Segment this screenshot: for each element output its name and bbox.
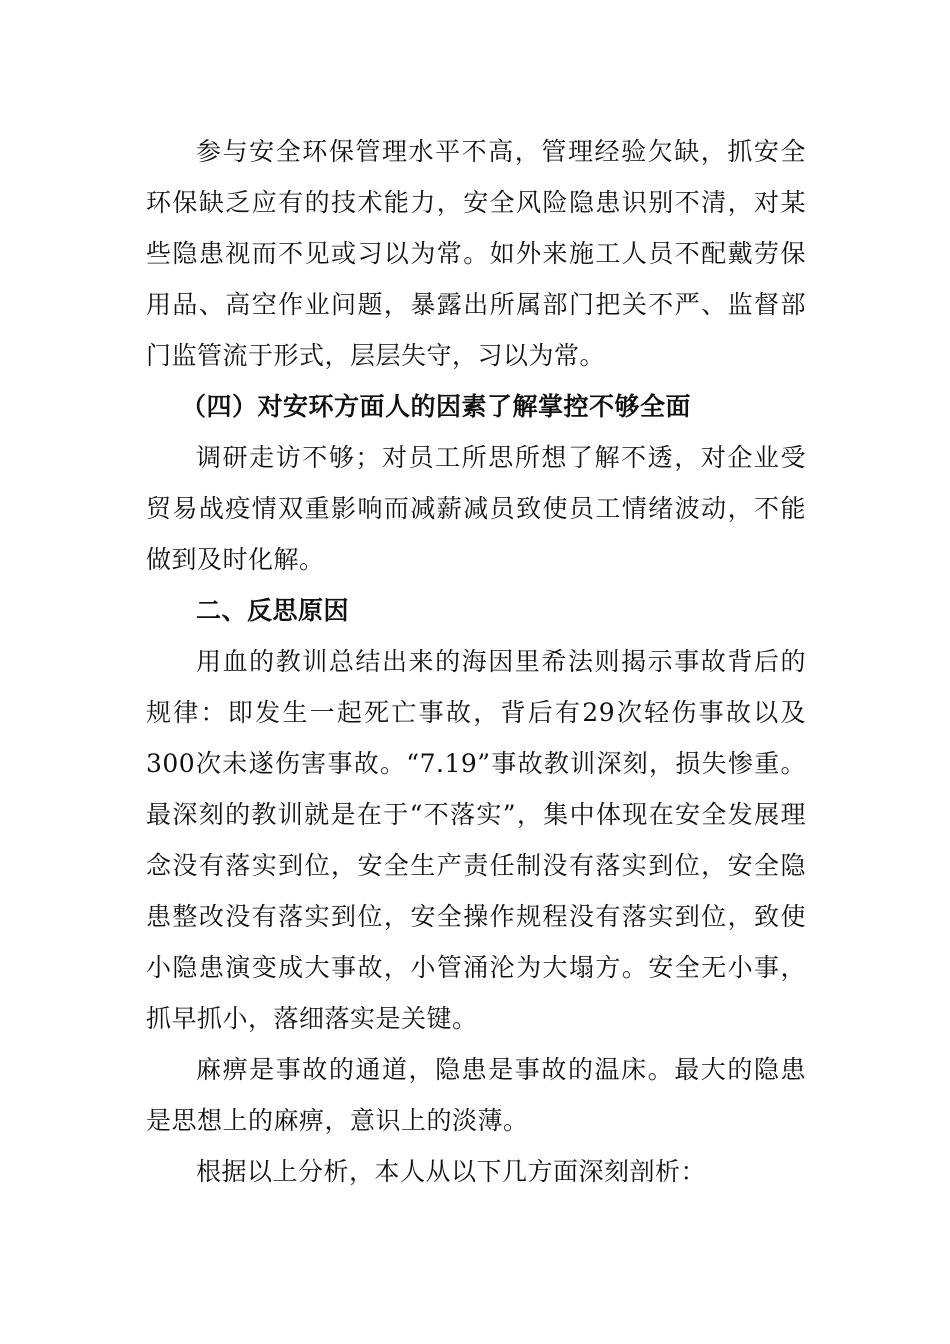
heading-reflection-causes: 二、反思原因 [196,596,350,625]
paragraph-management-level: 参与安全环保管理水平不高，管理经验欠缺，抓安全环保缺乏应有的技术能力，安全风险隐患识别不清，对某些隐患视而不见或习以为常。如外来施工人员不配戴劳保用品、高空作业问题，暴露出所属部门把关不严、监督部门监管流于形式，层层失守，习以为常。 [146,137,806,370]
heading-section-four: （四）对安环方面人的因素了解掌控不够全面 [181,392,692,421]
paragraph-paralysis: 麻痹是事故的通道，隐患是事故的温床。最大的隐患是思想上的麻痹，意识上的淡薄。 [146,1055,806,1135]
body-text [146,126,806,1197]
paragraph-analysis-intro: 根据以上分析，本人从以下几方面深刻剖析： [196,1157,707,1186]
paragraph-heinrich-law: 用血的教训总结出来的海因里希法则揭示事故背后的规律：即发生一起死亡事故，背后有29次轻伤事故以及300次未遂伤害事故。“7.19”事故教训深刻，损失惨重。最深刻的教训就是在于“不落实”，集中体现在安全发展理念没有落实到位，安全生产责任制没有落实到位，安全隐患整改没有落实到位，安全操作规程没有落实到位，致使小隐患演变成大事故，小管涌沦为大塌方。安全无小事，抓早抓小，落细落实是关键。 [146,647,806,1033]
paragraph-research-visits: 调研走访不够；对员工所思所想了解不透，对企业受贸易战疫情双重影响而减薪减员致使员工情绪波动，不能做到及时化解。 [146,443,806,574]
